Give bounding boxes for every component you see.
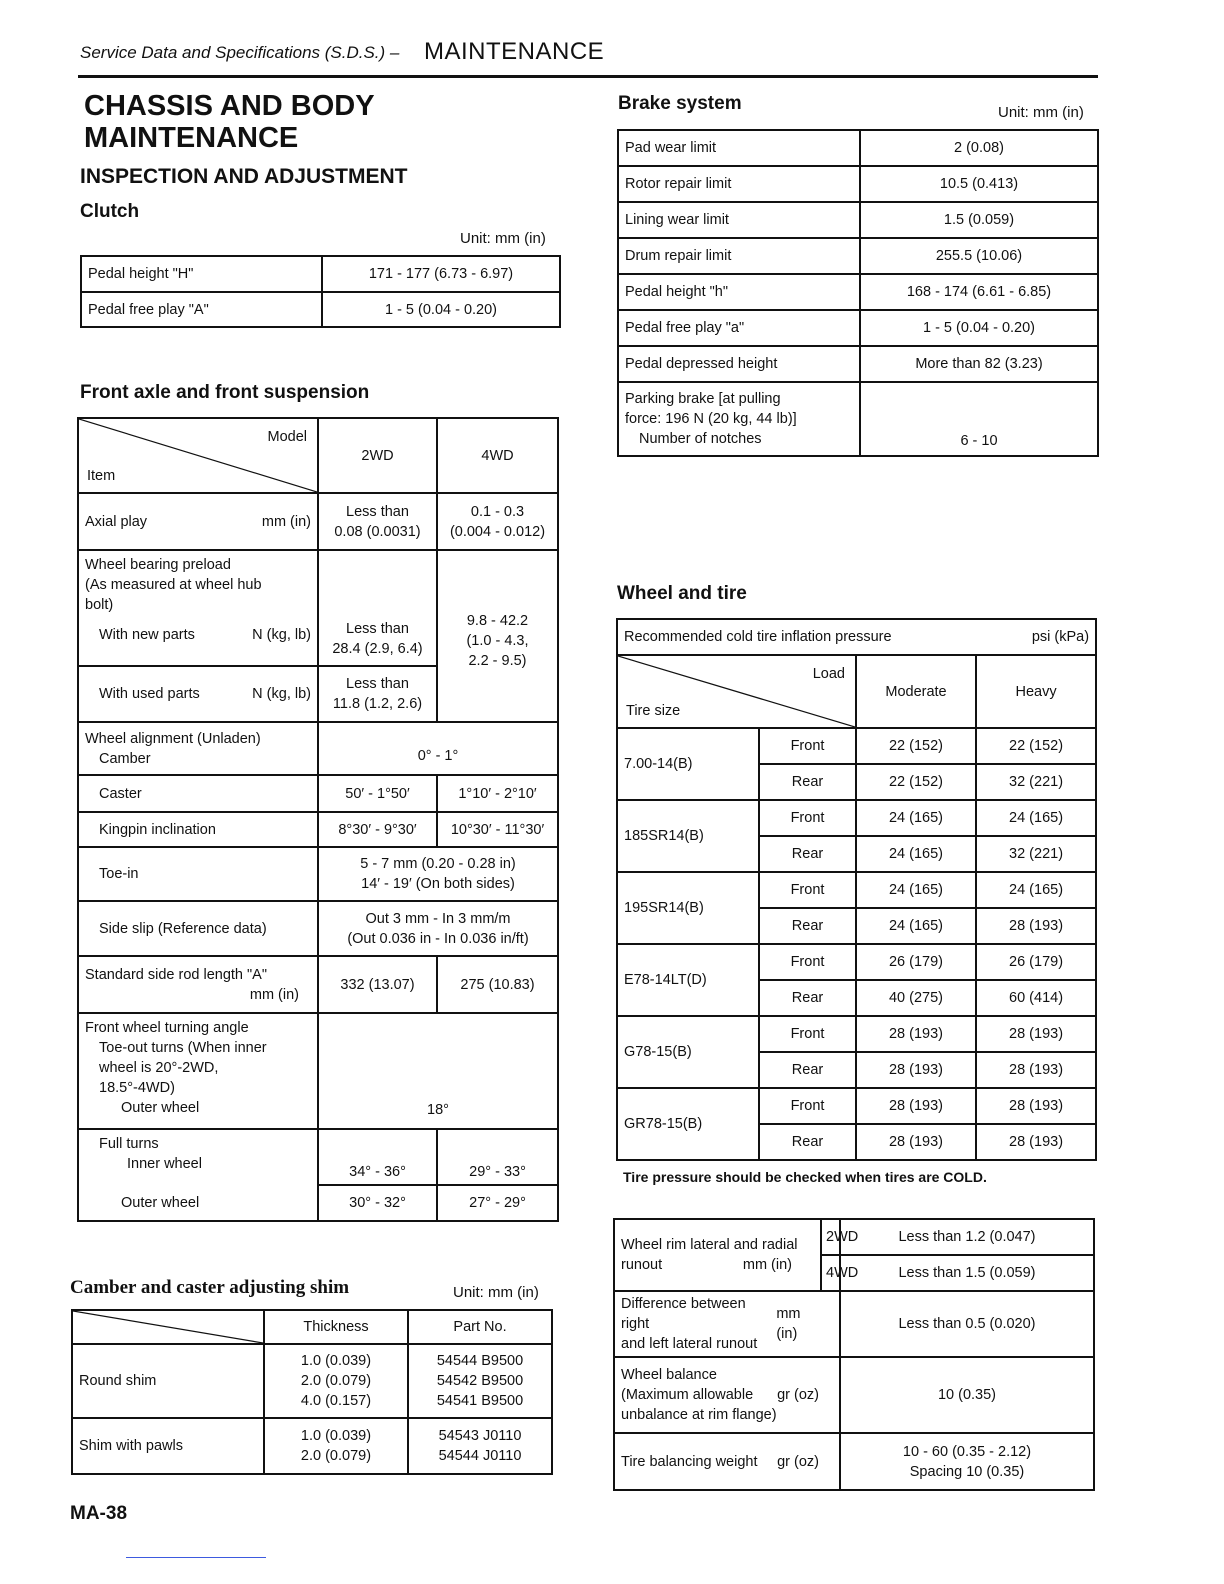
value-line: 2.0 (0.079) <box>300 1448 372 1464</box>
table-row <box>78 956 558 1013</box>
camber-value: 0° - 1° <box>318 722 558 775</box>
camber-label: Camber <box>99 750 151 767</box>
table-row <box>618 238 1098 274</box>
lateral-diff-row <box>621 1294 833 1354</box>
brake-label: Drum repair limit <box>618 238 860 274</box>
value-line: 54541 B9500 <box>436 1393 524 1409</box>
clutch-label: Pedal free play "A" <box>81 292 322 327</box>
table-row <box>81 292 560 327</box>
table-row <box>78 722 558 775</box>
front-moderate: 24 (165) <box>856 872 976 908</box>
header-moderate: Moderate <box>856 655 976 728</box>
section-subtitle: INSPECTION AND ADJUSTMENT <box>80 165 408 188</box>
value-line: (1.0 - 4.3, <box>466 633 529 649</box>
value-line: 5 - 7 mm (0.20 - 0.28 in) <box>360 856 516 872</box>
table-row <box>72 1418 552 1474</box>
tire-size: 195SR14(B) <box>617 872 759 944</box>
table-row <box>78 901 558 956</box>
inner-wheel-label: Inner wheel <box>127 1156 202 1172</box>
value-line: 14′ - 19′ (On both sides) <box>361 876 515 892</box>
full-turns-cell <box>78 1129 318 1185</box>
brake-value: 10.5 (0.413) <box>860 166 1098 202</box>
value-line: (Out 0.036 in - In 0.036 in/ft) <box>347 930 529 947</box>
wbp-line: Wheel bearing preload <box>85 557 231 573</box>
table-row <box>618 382 1098 456</box>
table-row <box>72 1310 552 1344</box>
rec-pressure-header <box>617 619 1096 655</box>
front-label: Front <box>759 1088 856 1124</box>
runout-label: runout <box>621 1257 663 1273</box>
side-rod-line: Standard side rod length "A" <box>85 966 267 983</box>
turn-outer-wheel: Outer wheel <box>121 1100 200 1116</box>
turn-line: 18.5°-4WD) <box>99 1080 175 1096</box>
new-parts-unit: N (kg, lb) <box>252 627 311 643</box>
value-line: (0.004 - 0.012) <box>449 523 546 540</box>
round-shim-thickness <box>264 1344 408 1418</box>
side-slip-value <box>318 901 558 956</box>
pawl-shim-label: Shim with pawls <box>72 1418 264 1474</box>
table-row <box>78 1185 558 1221</box>
front-moderate: 26 (179) <box>856 944 976 980</box>
header-section-label: Service Data and Specifications (S.D.S.) – <box>80 43 400 62</box>
page-title <box>84 90 484 154</box>
new-parts-row <box>85 625 311 645</box>
diff-line: and left lateral runout <box>621 1336 758 1352</box>
brake-value: 255.5 (10.06) <box>860 238 1098 274</box>
turning-angle-value: 18° <box>318 1013 558 1129</box>
table-row <box>614 1219 1094 1255</box>
value-line: 2.0 (0.079) <box>300 1373 372 1389</box>
clutch-value: 1 - 5 (0.04 - 0.20) <box>322 292 560 327</box>
rear-heavy: 32 (221) <box>976 764 1096 800</box>
diagonal-line <box>73 1311 263 1343</box>
table-row <box>618 202 1098 238</box>
inner-4wd: 29° - 33° <box>437 1129 558 1185</box>
table-row <box>617 872 1096 908</box>
brake-unit: Unit: mm (in) <box>998 104 1084 121</box>
turning-angle-cell <box>78 1013 318 1129</box>
clutch-title: Clutch <box>80 201 140 222</box>
rear-moderate: 24 (165) <box>856 836 976 872</box>
table-row <box>78 418 558 493</box>
table-row <box>618 274 1098 310</box>
tire-title: Wheel and tire <box>617 583 747 604</box>
table-row <box>617 655 1096 728</box>
rear-heavy: 28 (193) <box>976 1052 1096 1088</box>
table-row <box>618 310 1098 346</box>
rear-heavy: 32 (221) <box>976 836 1096 872</box>
table-row <box>614 1291 1094 1357</box>
turn-line: Front wheel turning angle <box>85 1020 249 1036</box>
runout-unit: mm (in) <box>742 1257 792 1273</box>
value-line: 1.0 (0.039) <box>300 1428 372 1444</box>
table-row <box>617 1016 1096 1052</box>
clutch-table <box>80 255 561 328</box>
runout-2wd-label <box>821 1219 859 1255</box>
brake-value: More than 82 (3.23) <box>860 346 1098 382</box>
front-heavy: 22 (152) <box>976 728 1096 764</box>
table-row <box>618 130 1098 166</box>
brake-value: 1 - 5 (0.04 - 0.20) <box>860 310 1098 346</box>
table-row <box>617 1088 1096 1124</box>
load-size-header <box>617 655 856 728</box>
front-label: Front <box>759 872 856 908</box>
header-item: Item <box>87 468 116 484</box>
value-line: 54542 B9500 <box>436 1373 524 1389</box>
front-heavy: 24 (165) <box>976 872 1096 908</box>
footer-line <box>126 1557 266 1558</box>
rear-label: Rear <box>759 836 856 872</box>
side-rod-4wd: 275 (10.83) <box>437 956 558 1013</box>
rear-label: Rear <box>759 980 856 1016</box>
header-2wd: 2WD <box>318 418 437 493</box>
balancing-weight-unit: gr (oz) <box>777 1453 819 1470</box>
wheel-balance-row <box>621 1365 833 1425</box>
bal-line: Wheel balance <box>621 1367 717 1383</box>
kingpin-2wd: 8°30′ - 9°30′ <box>318 812 437 847</box>
model-item-header <box>78 418 318 493</box>
runout-4wd-label <box>821 1255 859 1291</box>
used-parts-label: With used parts <box>99 686 200 702</box>
full-turns-label: Full turns <box>99 1136 159 1152</box>
runout-line2 <box>621 1255 814 1275</box>
brake-value: 1.5 (0.059) <box>860 202 1098 238</box>
front-moderate: 24 (165) <box>856 800 976 836</box>
value-line: Spacing 10 (0.35) <box>909 1463 1025 1480</box>
header-4wd: 4WD <box>437 418 558 493</box>
header-heavy: Heavy <box>976 655 1096 728</box>
value-line: 54544 J0110 <box>438 1448 522 1464</box>
inner-2wd: 34° - 36° <box>318 1129 437 1185</box>
used-parts-unit: N (kg, lb) <box>252 686 311 702</box>
wbp-line: (As measured at wheel hub <box>85 577 262 593</box>
header-part-no: Part No. <box>408 1310 552 1344</box>
table-row <box>617 800 1096 836</box>
table-row <box>614 1433 1094 1490</box>
table-row <box>81 256 560 292</box>
new-parts-label: With new parts <box>99 627 195 643</box>
value-line: 4.0 (0.157) <box>300 1393 372 1409</box>
outer-wheel-label: Outer wheel <box>78 1185 318 1221</box>
used-parts-2wd <box>318 666 437 722</box>
alignment-label: Wheel alignment (Unladen) <box>85 730 261 747</box>
brake-title: Brake system <box>618 93 742 114</box>
front-moderate: 22 (152) <box>856 728 976 764</box>
parking-brake-cell <box>618 382 860 456</box>
axial-play-cell <box>78 493 318 550</box>
brake-label: Pedal depressed height <box>618 346 860 382</box>
shim-table <box>71 1309 553 1475</box>
balancing-weight-label: Tire balancing weight <box>621 1453 758 1470</box>
new-parts-2wd <box>318 550 437 666</box>
front-axle-title: Front axle and front suspension <box>80 382 370 403</box>
value-line: Less than <box>346 676 409 692</box>
front-heavy: 26 (179) <box>976 944 1096 980</box>
wheel-balance-unit: gr (oz) <box>777 1387 819 1403</box>
clutch-value: 171 - 177 (6.73 - 6.97) <box>322 256 560 292</box>
table-row <box>618 346 1098 382</box>
header-thickness: Thickness <box>264 1310 408 1344</box>
shim-unit: Unit: mm (in) <box>453 1284 539 1301</box>
side-rod-2wd: 332 (13.07) <box>318 956 437 1013</box>
runout-2wd-value: Less than 1.2 (0.047) <box>840 1219 1094 1255</box>
front-heavy: 28 (193) <box>976 1016 1096 1052</box>
tire-size: 7.00-14(B) <box>617 728 759 800</box>
brake-label: Pedal height "h" <box>618 274 860 310</box>
tire-size: 185SR14(B) <box>617 800 759 872</box>
wheel-balance-cell <box>614 1357 840 1433</box>
wheel-table <box>613 1218 1095 1491</box>
brake-value: 168 - 174 (6.61 - 6.85) <box>860 274 1098 310</box>
brake-table <box>617 129 1099 457</box>
rear-heavy: 28 (193) <box>976 908 1096 944</box>
rear-label: Rear <box>759 1124 856 1160</box>
front-label: Front <box>759 800 856 836</box>
table-row <box>78 812 558 847</box>
caster-label: Caster <box>78 775 318 812</box>
table-row <box>617 619 1096 655</box>
rear-heavy: 60 (414) <box>976 980 1096 1016</box>
shim-title: Camber and caster adjusting shim <box>70 1277 350 1298</box>
wheel-bearing-cell <box>78 550 318 666</box>
table-row <box>614 1357 1094 1433</box>
header-model: Model <box>267 429 307 445</box>
axial-2wd <box>318 493 437 550</box>
runout-4wd-value: Less than 1.5 (0.059) <box>840 1255 1094 1291</box>
caster-4wd: 1°10′ - 2°10′ <box>437 775 558 812</box>
value-line: 10 - 60 (0.35 - 2.12) <box>902 1443 1032 1460</box>
lateral-diff-value: Less than 0.5 (0.020) <box>840 1291 1094 1357</box>
value-line: 54543 J0110 <box>438 1428 522 1444</box>
bal-line: (Maximum allowable <box>621 1387 754 1403</box>
front-moderate: 28 (193) <box>856 1016 976 1052</box>
alignment-camber-cell <box>78 722 318 775</box>
table-row <box>78 550 558 666</box>
runout-cell <box>614 1219 821 1291</box>
side-rod-label <box>78 956 318 1013</box>
tire-size: G78-15(B) <box>617 1016 759 1088</box>
balancing-weight-cell <box>614 1433 840 1490</box>
front-label: Front <box>759 1016 856 1052</box>
table-row <box>78 493 558 550</box>
parking-line: force: 196 N (20 kg, 44 lb)] <box>625 411 797 427</box>
balancing-weight-value <box>840 1433 1094 1490</box>
table-row <box>617 944 1096 980</box>
turn-line: wheel is 20°-2WD, <box>99 1060 219 1076</box>
table-row <box>618 166 1098 202</box>
side-rod-unit: mm (in) <box>249 986 299 1003</box>
tire-size: E78-14LT(D) <box>617 944 759 1016</box>
header-rule <box>78 75 1098 78</box>
brake-value: 2 (0.08) <box>860 130 1098 166</box>
brake-label: Lining wear limit <box>618 202 860 238</box>
value-line: 2.2 - 9.5) <box>468 653 527 669</box>
header-tire-size: Tire size <box>626 703 681 719</box>
lateral-diff-unit: mm (in) <box>776 1306 801 1342</box>
outer-4wd: 27° - 29° <box>437 1185 558 1221</box>
axial-play-unit: mm (in) <box>261 513 311 530</box>
runout-4wd-text: 4WD <box>826 1265 859 1281</box>
rear-moderate: 40 (275) <box>856 980 976 1016</box>
caster-2wd: 50′ - 1°50′ <box>318 775 437 812</box>
front-heavy: 28 (193) <box>976 1088 1096 1124</box>
table-row <box>78 1013 558 1129</box>
used-parts-cell <box>78 666 318 722</box>
axial-play-label: Axial play <box>85 513 148 530</box>
brake-label: Rotor repair limit <box>618 166 860 202</box>
table-row <box>78 775 558 812</box>
rear-moderate: 28 (193) <box>856 1052 976 1088</box>
page-number: MA-38 <box>70 1503 128 1524</box>
wbp-4wd <box>437 550 558 722</box>
tire-table <box>616 618 1097 1161</box>
value-line: 1.0 (0.039) <box>300 1353 372 1369</box>
round-shim-parts <box>408 1344 552 1418</box>
table-row <box>617 728 1096 764</box>
round-shim-label: Round shim <box>72 1344 264 1418</box>
rear-moderate: 28 (193) <box>856 1124 976 1160</box>
tire-pressure-note: Tire pressure should be checked when tires are COLD. <box>623 1169 987 1185</box>
rear-label: Rear <box>759 764 856 800</box>
wheel-balance-value: 10 (0.35) <box>840 1357 1094 1433</box>
rear-label: Rear <box>759 908 856 944</box>
turn-line: Toe-out turns (When inner <box>99 1040 267 1056</box>
brake-label: Pad wear limit <box>618 130 860 166</box>
front-label: Front <box>759 944 856 980</box>
kingpin-4wd: 10°30′ - 11°30′ <box>437 812 558 847</box>
rear-moderate: 24 (165) <box>856 908 976 944</box>
wbp-line: bolt) <box>85 597 114 613</box>
front-heavy: 24 (165) <box>976 800 1096 836</box>
table-row <box>72 1344 552 1418</box>
runout-2wd-text: 2WD <box>826 1229 859 1245</box>
front-label: Front <box>759 728 856 764</box>
page-title-line2: MAINTENANCE <box>84 122 299 154</box>
value-line: Less than <box>346 503 409 520</box>
pawl-shim-parts <box>408 1418 552 1474</box>
rear-moderate: 22 (152) <box>856 764 976 800</box>
value-line: 11.8 (1.2, 2.6) <box>332 696 423 712</box>
side-slip-label: Side slip (Reference data) <box>78 901 318 956</box>
parking-notches: Number of notches <box>639 431 762 447</box>
value-line: 0.1 - 0.3 <box>470 503 525 520</box>
wheel-balance-label <box>621 1365 777 1425</box>
value-line: 54544 B9500 <box>436 1353 524 1369</box>
rear-label: Rear <box>759 1052 856 1088</box>
value-line: 9.8 - 42.2 <box>466 613 529 629</box>
diff-line: Difference between right <box>621 1296 746 1332</box>
header-chapter-title: MAINTENANCE <box>424 38 605 65</box>
table-row <box>78 1129 558 1185</box>
clutch-label: Pedal height "H" <box>81 256 322 292</box>
table-row <box>78 847 558 901</box>
value-line: 28.4 (2.9, 6.4) <box>332 641 423 657</box>
value-line: Out 3 mm - In 3 mm/m <box>365 910 511 927</box>
front-moderate: 28 (193) <box>856 1088 976 1124</box>
header-load: Load <box>812 666 845 682</box>
lateral-diff-cell <box>614 1291 840 1357</box>
bal-line: unbalance at rim flange) <box>621 1407 777 1423</box>
page-title-line1: CHASSIS AND BODY <box>84 90 375 122</box>
brake-label: Pedal free play "a" <box>618 310 860 346</box>
front-axle-table <box>77 417 559 1222</box>
rec-pressure-unit: psi (kPa) <box>1031 629 1090 645</box>
runout-line: Wheel rim lateral and radial <box>621 1237 798 1253</box>
lateral-diff-label <box>621 1294 776 1354</box>
parking-value: 6 - 10 <box>860 382 1098 456</box>
shim-header-diag <box>72 1310 264 1344</box>
rear-heavy: 28 (193) <box>976 1124 1096 1160</box>
parking-line: Parking brake [at pulling <box>625 391 781 407</box>
kingpin-label: Kingpin inclination <box>78 812 318 847</box>
toe-in-label: Toe-in <box>78 847 318 901</box>
outer-2wd: 30° - 32° <box>318 1185 437 1221</box>
toe-in-value <box>318 847 558 901</box>
axial-4wd <box>437 493 558 550</box>
rec-pressure-label: Recommended cold tire inflation pressure <box>624 629 892 645</box>
value-line: Less than <box>346 621 409 637</box>
pawl-shim-thickness <box>264 1418 408 1474</box>
value-line: 0.08 (0.0031) <box>334 523 421 540</box>
tire-size: GR78-15(B) <box>617 1088 759 1160</box>
clutch-unit: Unit: mm (in) <box>460 230 546 247</box>
